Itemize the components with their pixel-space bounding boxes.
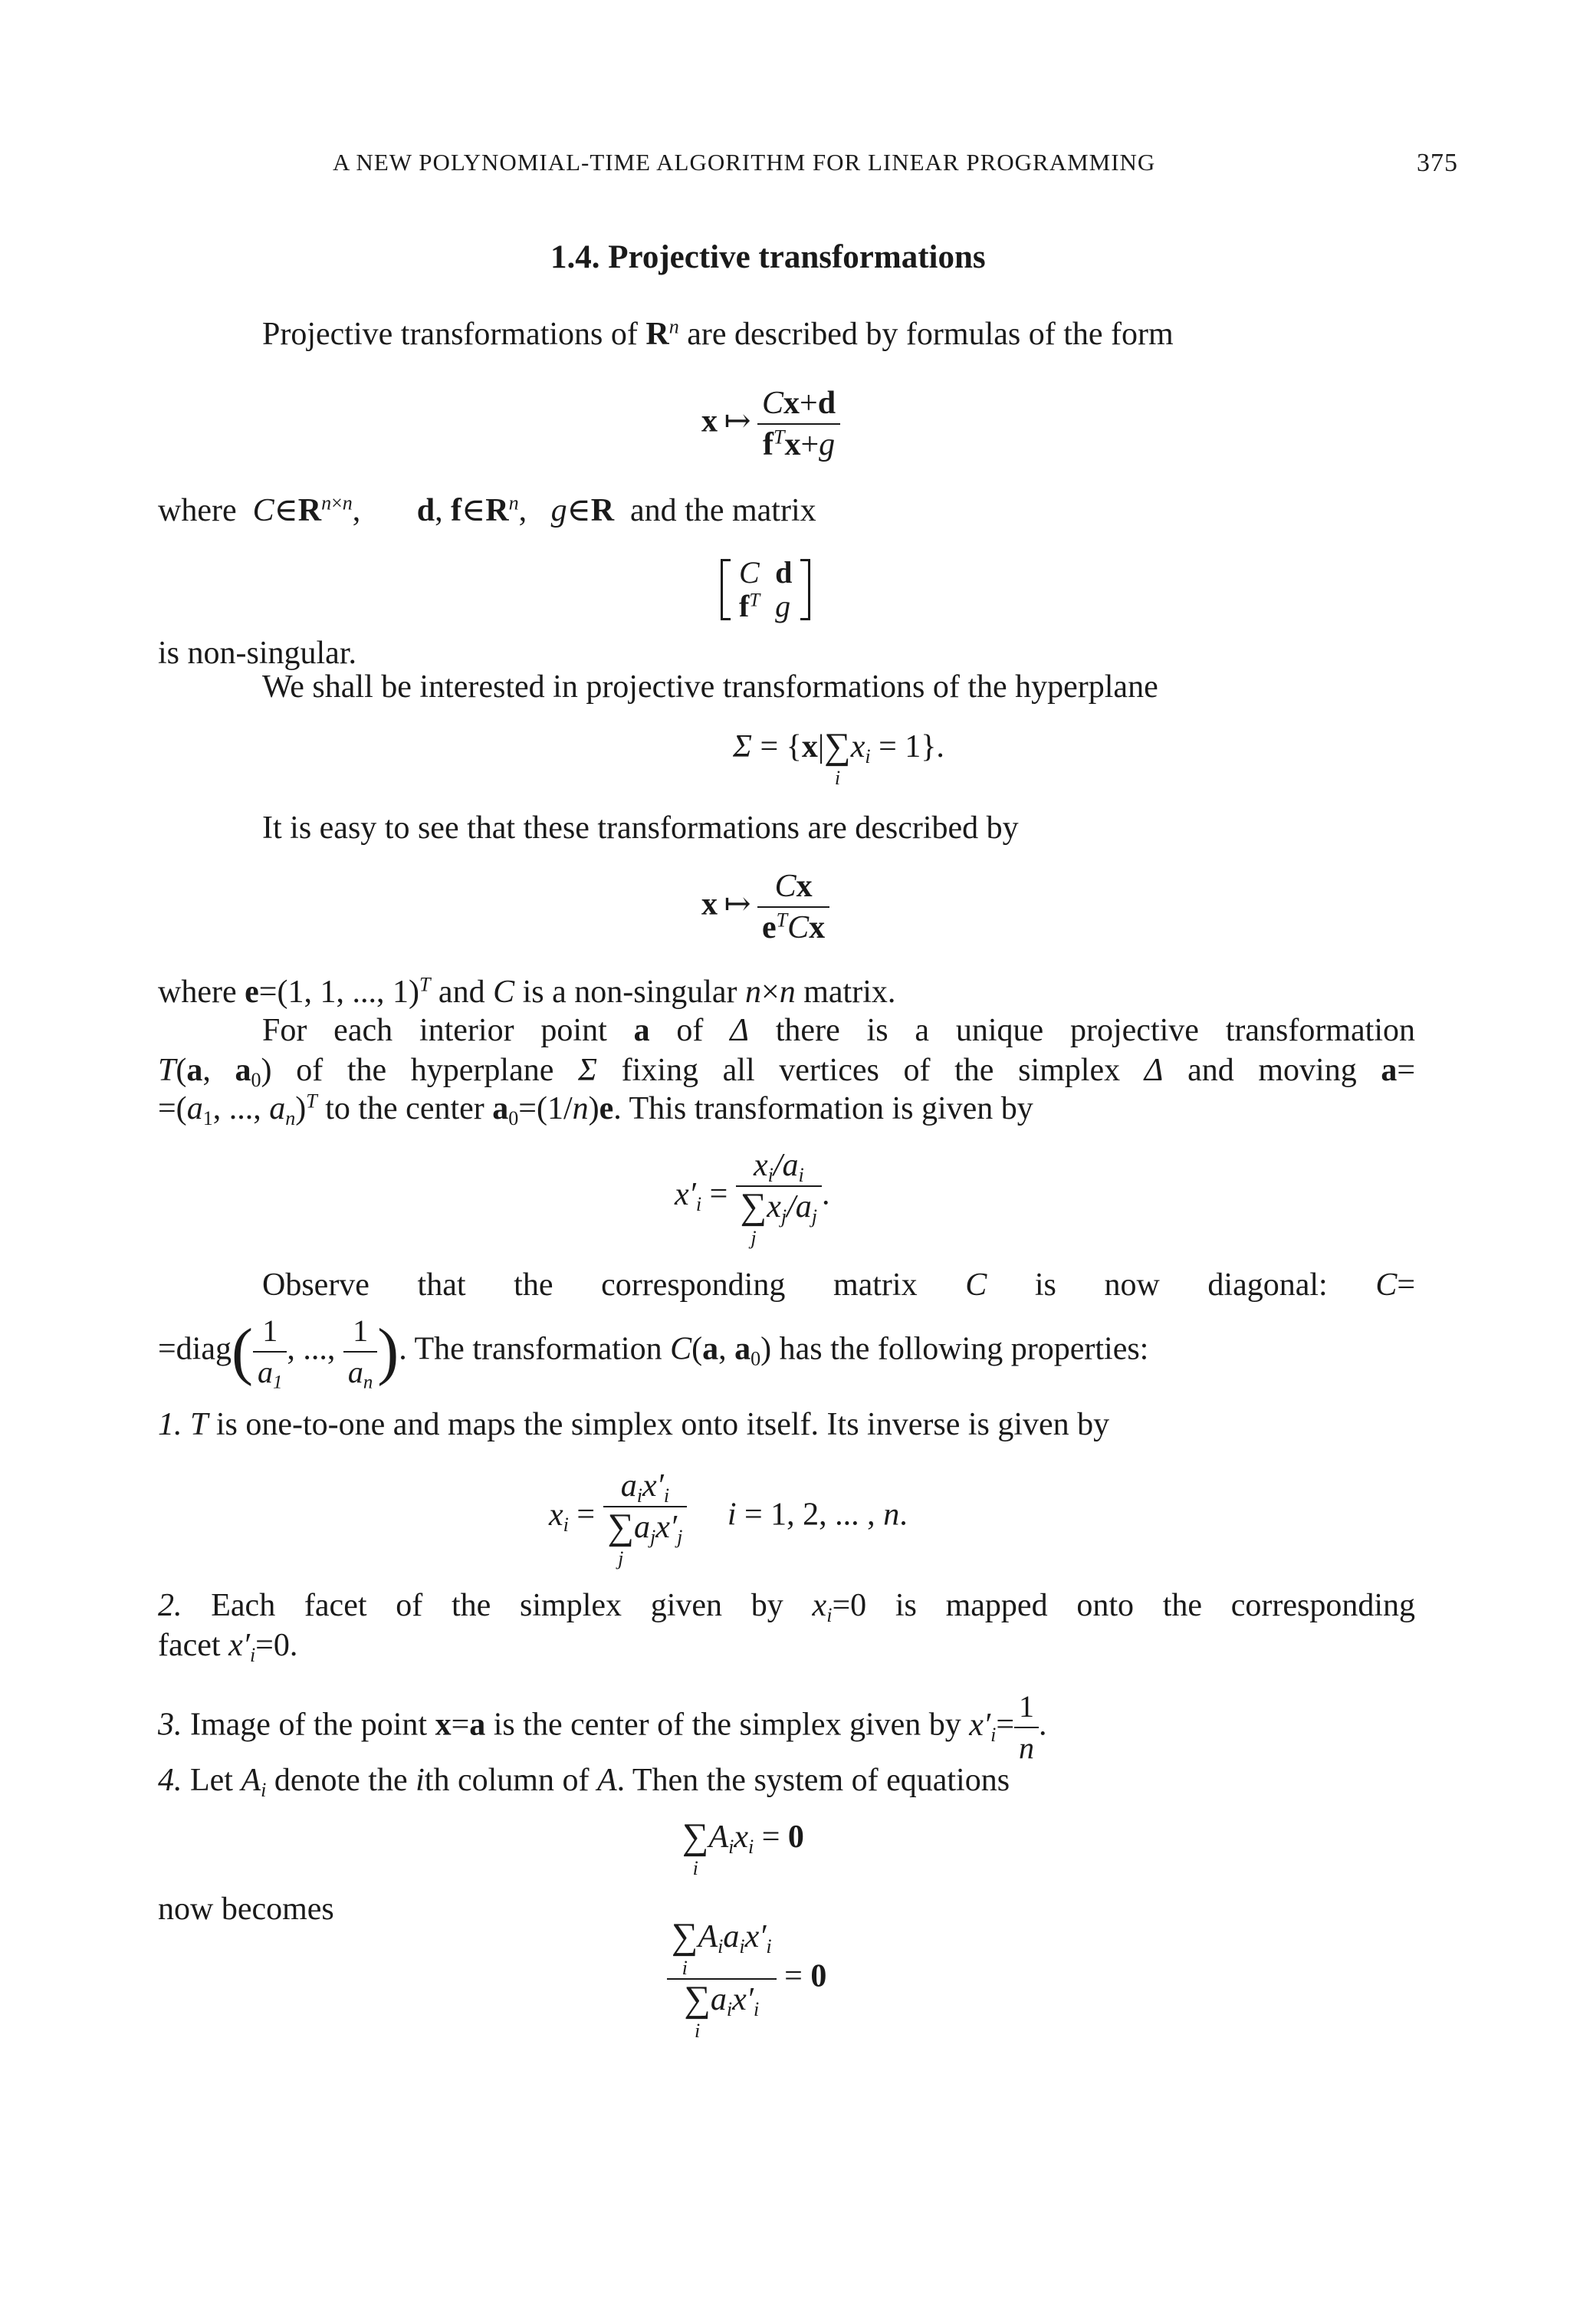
- interior-text-1c: there is a unique projective transformation: [775, 1013, 1416, 1048]
- list-marker-2: 2.: [158, 1588, 182, 1623]
- interior-text-2a: of the hyperplane: [296, 1053, 554, 1088]
- section-title: Projective transformations: [608, 239, 986, 275]
- hyperplane-paragraph: We shall be interested in projective transformations of the hyperplane: [262, 669, 1158, 705]
- diag-line: =diag( $\frac{1}{a_1}$ , ..., $\frac{1}{a_n}$ ). The transformation C(a, $a_0$) has the following properties:: [158, 1311, 1148, 1392]
- property-2-text-c: facet: [158, 1628, 221, 1663]
- intro-text: Projective transformations of: [262, 317, 638, 352]
- where-line-2: where e=(1, 1, ..., 1)$^T$ and C is a non-singular n×n matrix.: [158, 973, 896, 1010]
- property-4-text-b: denote the: [274, 1763, 408, 1798]
- equation-system: ∑ i $A_ix_i = 0$: [682, 1816, 804, 1879]
- equation-hyperplane: Σ = {x|∑ i $x_i = 1$}.: [733, 726, 944, 789]
- intro-tail: are described by formulas of the form: [687, 317, 1174, 352]
- nonsingular-label: is a non-singular: [522, 975, 737, 1010]
- property-2-text-b: is mapped onto the corresponding: [895, 1588, 1416, 1623]
- interior-text-3a: to the center: [325, 1091, 484, 1126]
- where-label: where: [158, 493, 237, 528]
- list-marker-1: 1.: [158, 1407, 182, 1442]
- where-line-1: where $C\in R^{n\times n}$, d, $f\in R^n$, g∈R and the matrix: [158, 491, 816, 528]
- matrix-label: matrix.: [803, 975, 896, 1010]
- interior-text-2b: fixing all vertices of the simplex: [621, 1053, 1121, 1088]
- observe-text: Observe that the corresponding matrix: [262, 1267, 918, 1303]
- interior-line-1: For each interior point a of Δ there is a unique projective transformation: [262, 1013, 1416, 1048]
- list-marker-4: 4.: [158, 1763, 182, 1798]
- property-3-text-a: Image of the point: [190, 1707, 428, 1743]
- easy-paragraph: It is easy to see that these transformations are described by: [262, 810, 1019, 846]
- and-matrix-text: and the matrix: [630, 493, 816, 528]
- property-3-text-b: is the center of the simplex given by: [493, 1707, 961, 1743]
- equation-inverse: $x_i$ = $a_ix'_i$ ∑ j $a_jx'_j$ i = 1, 2, ... , n.: [549, 1466, 908, 1569]
- property-4-text-d: . Then the system of equations: [616, 1763, 1010, 1798]
- interior-text-1b: of: [676, 1013, 704, 1048]
- now-becomes-text: now becomes: [158, 1892, 334, 1927]
- equation-simplex-transform: x ↦ $\frac{Cx}{e^TCx}$: [701, 866, 829, 948]
- property-3: 3. Image of the point x=a is the center of the simplex given by $x'_i=$ $\frac{1}{n}$ .: [158, 1687, 1047, 1768]
- list-marker-3: 3.: [158, 1707, 182, 1743]
- property-4-text-a: Let: [190, 1763, 233, 1798]
- equation-system-transformed: ∑ i $A_ia_ix'_i$ ∑ i $a_ix'_i$ = 0: [667, 1917, 826, 2041]
- property-4-text-c: th column of: [424, 1763, 590, 1798]
- interior-line-3: $=(a_1$, ..., $a_n)^T$ to the center $a_0=(1/n)e$. This transformation is given by: [158, 1090, 1033, 1129]
- section-heading: [550, 238, 986, 278]
- running-title: A NEW POLYNOMIAL-TIME ALGORITHM FOR LINEAR PROGRAMMING: [333, 149, 1156, 176]
- property-2-line-1: 2. Each facet of the simplex given by $x_i=0$ is mapped onto the corresponding: [158, 1588, 1416, 1626]
- interior-text-1a: For each interior point: [262, 1013, 607, 1048]
- observe-text-b: is now diagonal:: [1034, 1267, 1328, 1303]
- property-2-line-2: facet $x'_i=0$.: [158, 1628, 298, 1666]
- section-number: 1.4.: [550, 239, 600, 275]
- observe-line: Observe that the corresponding matrix C is now diagonal: C=: [262, 1267, 1416, 1303]
- equation-projective: x ↦ $\frac{Cx+d}{f^Tx+g}$: [701, 383, 840, 465]
- property-1: 1. T is one-to-one and maps the simplex onto itself. Its inverse is given by: [158, 1407, 1110, 1442]
- equation-transformation: $x'_i$ = $x_i/a_i$ ∑ j $x_j/a_j$ .: [675, 1146, 830, 1248]
- and-text: and: [438, 975, 485, 1010]
- diag-tail: . The transformation: [399, 1331, 662, 1367]
- interior-text-3b: This transformation is given by: [629, 1091, 1033, 1126]
- interior-text-2c: and moving: [1187, 1053, 1357, 1088]
- property-1-text: is one-to-one and maps the simplex onto itself. Its inverse is given by: [215, 1407, 1110, 1442]
- property-2-text-a: Each facet of the simplex given by: [211, 1588, 783, 1623]
- interior-line-2: T(a, $a_0$) of the hyperplane Σ fixing all vertices of the simplex Δ and moving a=: [158, 1053, 1416, 1091]
- nonsingular-text: is non-singular.: [158, 636, 356, 671]
- where-label-2: where: [158, 975, 237, 1010]
- block-matrix: C d $f^T$ g: [721, 556, 810, 627]
- diag-tail-b: has the following properties:: [779, 1331, 1149, 1367]
- property-4: 4. Let $A_i$ denote the ith column of A. Then the system of equations: [158, 1763, 1010, 1801]
- intro-paragraph: Projective transformations of $R^n$ are described by formulas of the form: [262, 315, 1174, 352]
- page-number: 375: [1417, 149, 1458, 177]
